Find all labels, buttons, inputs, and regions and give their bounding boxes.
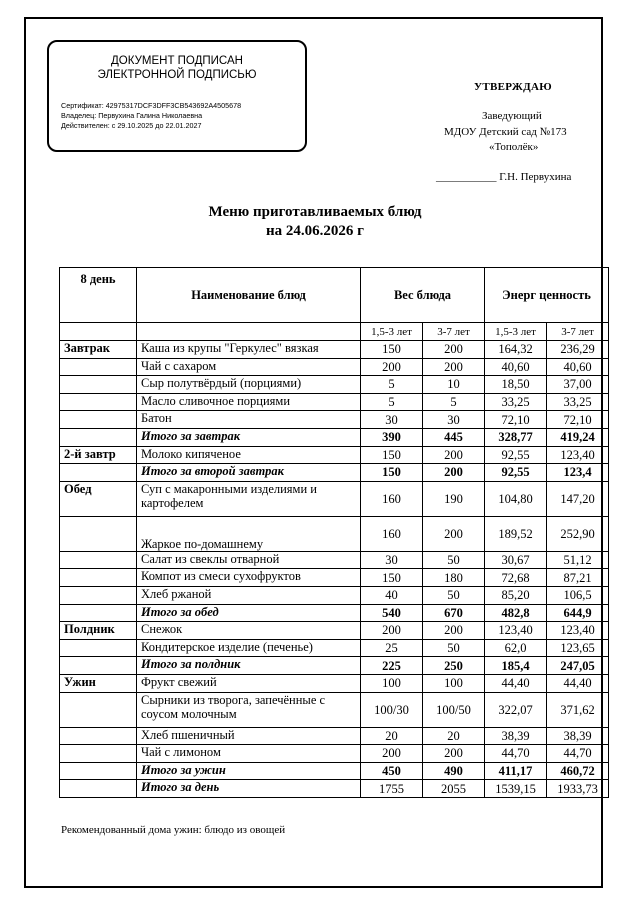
- day-label: 8 день: [60, 268, 137, 323]
- dish-name: Фрукт свежий: [137, 674, 361, 692]
- weight-3-7: 50: [423, 639, 485, 657]
- dish-name: Итого за полдник: [137, 657, 361, 675]
- col-header-weight: Вес блюда: [361, 268, 485, 323]
- weight-1-5-3: 225: [361, 657, 423, 675]
- energy-3-7: 38,39: [547, 727, 609, 745]
- col-header-energy: Энерг ценность: [485, 268, 609, 323]
- dish-name: Итого за завтрак: [137, 428, 361, 446]
- weight-3-7: 200: [423, 446, 485, 464]
- energy-1-5-3: 1539,15: [485, 780, 547, 798]
- stamp-valid: Действителен: с 29.10.2025 до 22.01.2027: [61, 121, 202, 130]
- energy-3-7: 72,10: [547, 411, 609, 429]
- energy-1-5-3: 30,67: [485, 551, 547, 569]
- weight-3-7: 200: [423, 341, 485, 359]
- weight-3-7: 200: [423, 358, 485, 376]
- meal-cell: [60, 780, 137, 798]
- weight-3-7: 50: [423, 586, 485, 604]
- dish-name: Салат из свеклы отварной: [137, 551, 361, 569]
- meal-cell: [60, 657, 137, 675]
- dish-name: Итого за второй завтрак: [137, 464, 361, 482]
- dish-name: Кондитерское изделие (печенье): [137, 639, 361, 657]
- subheader-weight-1-5-3: 1,5-3 лет: [361, 323, 423, 341]
- dish-name: Масло сливочное порциями: [137, 393, 361, 411]
- energy-1-5-3: 44,40: [485, 674, 547, 692]
- footnote: Рекомендованный дома ужин: блюдо из овощей: [61, 824, 286, 836]
- meal-cell: [60, 376, 137, 394]
- energy-1-5-3: 92,55: [485, 464, 547, 482]
- table-row: [60, 692, 609, 727]
- weight-3-7: 445: [423, 428, 485, 446]
- dish-name: Чай с лимоном: [137, 745, 361, 763]
- energy-1-5-3: 72,68: [485, 569, 547, 587]
- dish-name: Суп с макаронными изделиями и картофелем: [137, 481, 361, 516]
- meal-cell: [60, 604, 137, 622]
- table-row: [60, 745, 609, 763]
- meal-cell: [60, 464, 137, 482]
- stamp-owner: Владелец: Первухина Галина Николаевна: [61, 111, 203, 120]
- subheader-energy-3-7: 3-7 лет: [547, 323, 609, 341]
- col-header-name: Наименование блюд: [137, 268, 361, 323]
- energy-3-7: 106,5: [547, 586, 609, 604]
- weight-3-7: 5: [423, 393, 485, 411]
- weight-3-7: 200: [423, 464, 485, 482]
- dish-name: Сырники из творога, запечённые с соусом молочным: [137, 692, 361, 727]
- meal-cell: Обед: [60, 481, 137, 516]
- energy-3-7: 1933,73: [547, 780, 609, 798]
- energy-1-5-3: 62,0: [485, 639, 547, 657]
- table-row: [60, 586, 609, 604]
- weight-1-5-3: 160: [361, 481, 423, 516]
- weight-3-7: 200: [423, 516, 485, 551]
- table-header-row: [60, 268, 609, 323]
- weight-1-5-3: 150: [361, 446, 423, 464]
- weight-3-7: 2055: [423, 780, 485, 798]
- energy-3-7: 123,4: [547, 464, 609, 482]
- weight-3-7: 100/50: [423, 692, 485, 727]
- meal-cell: [60, 745, 137, 763]
- weight-1-5-3: 100/30: [361, 692, 423, 727]
- table-row: [60, 639, 609, 657]
- approval-org-line1: МДОУ Детский сад №173: [444, 126, 567, 138]
- weight-3-7: 10: [423, 376, 485, 394]
- table-subheader-row: [60, 323, 609, 341]
- weight-1-5-3: 150: [361, 569, 423, 587]
- energy-1-5-3: 92,55: [485, 446, 547, 464]
- dish-name: Чай с сахаром: [137, 358, 361, 376]
- approval-signature: ___________ Г.Н. Первухина: [436, 171, 572, 183]
- approval-title: УТВЕРЖДАЮ: [474, 81, 552, 93]
- meal-cell: [60, 586, 137, 604]
- energy-1-5-3: 328,77: [485, 428, 547, 446]
- meal-cell: [60, 551, 137, 569]
- energy-3-7: 123,40: [547, 622, 609, 640]
- energy-1-5-3: 123,40: [485, 622, 547, 640]
- approval-org-line2: «Тополёк»: [489, 141, 539, 153]
- meal-cell: [60, 428, 137, 446]
- dish-name: Хлеб ржаной: [137, 586, 361, 604]
- meal-cell: Полдник: [60, 622, 137, 640]
- stamp-title-line2: ЭЛЕКТРОННОЙ ПОДПИСЬЮ: [97, 69, 257, 81]
- dish-name: Итого за ужин: [137, 762, 361, 780]
- meal-cell: [60, 411, 137, 429]
- energy-3-7: 87,21: [547, 569, 609, 587]
- weight-1-5-3: 30: [361, 411, 423, 429]
- dish-name: Батон: [137, 411, 361, 429]
- meal-cell: Ужин: [60, 674, 137, 692]
- table-row: [60, 674, 609, 692]
- table-row: [60, 622, 609, 640]
- total-row: [60, 464, 609, 482]
- subheader-weight-3-7: 3-7 лет: [423, 323, 485, 341]
- meal-cell: [60, 358, 137, 376]
- table-row: [60, 727, 609, 745]
- weight-3-7: 670: [423, 604, 485, 622]
- energy-1-5-3: 411,17: [485, 762, 547, 780]
- energy-1-5-3: 104,80: [485, 481, 547, 516]
- dish-name: Компот из смеси сухофруктов: [137, 569, 361, 587]
- energy-1-5-3: 72,10: [485, 411, 547, 429]
- table-row: [60, 411, 609, 429]
- weight-1-5-3: 200: [361, 745, 423, 763]
- table-row: [60, 551, 609, 569]
- table-row: [60, 358, 609, 376]
- dish-name: Итого за день: [137, 780, 361, 798]
- menu-table: [59, 267, 609, 798]
- subheader-empty: [60, 323, 137, 341]
- menu-title-line2: на 24.06.2026 г: [266, 223, 364, 239]
- meal-cell: [60, 639, 137, 657]
- weight-3-7: 100: [423, 674, 485, 692]
- table-row: [60, 376, 609, 394]
- energy-3-7: 247,05: [547, 657, 609, 675]
- weight-3-7: 30: [423, 411, 485, 429]
- energy-3-7: 51,12: [547, 551, 609, 569]
- energy-1-5-3: 482,8: [485, 604, 547, 622]
- energy-3-7: 419,24: [547, 428, 609, 446]
- dish-name: Снежок: [137, 622, 361, 640]
- meal-cell: [60, 692, 137, 727]
- weight-1-5-3: 200: [361, 358, 423, 376]
- weight-3-7: 250: [423, 657, 485, 675]
- subheader-energy-1-5-3: 1,5-3 лет: [485, 323, 547, 341]
- menu-title-line1: Меню приготавливаемых блюд: [208, 204, 422, 220]
- energy-3-7: 644,9: [547, 604, 609, 622]
- weight-1-5-3: 450: [361, 762, 423, 780]
- table-row: [60, 446, 609, 464]
- energy-3-7: 460,72: [547, 762, 609, 780]
- dish-name: Каша из крупы "Геркулес" вязкая: [137, 341, 361, 359]
- energy-3-7: 236,29: [547, 341, 609, 359]
- energy-1-5-3: 40,60: [485, 358, 547, 376]
- energy-3-7: 123,65: [547, 639, 609, 657]
- weight-3-7: 200: [423, 622, 485, 640]
- energy-3-7: 37,00: [547, 376, 609, 394]
- weight-3-7: 200: [423, 745, 485, 763]
- table-row: [60, 341, 609, 359]
- table-row: [60, 393, 609, 411]
- weight-3-7: 180: [423, 569, 485, 587]
- total-row: [60, 762, 609, 780]
- energy-3-7: 33,25: [547, 393, 609, 411]
- energy-1-5-3: 44,70: [485, 745, 547, 763]
- total-row: [60, 780, 609, 798]
- weight-1-5-3: 5: [361, 376, 423, 394]
- table-row: [60, 481, 609, 516]
- approval-position: Заведующий: [482, 110, 542, 122]
- weight-1-5-3: 200: [361, 622, 423, 640]
- dish-name: Хлеб пшеничный: [137, 727, 361, 745]
- meal-cell: [60, 569, 137, 587]
- table-row: [60, 516, 609, 551]
- meal-cell: [60, 762, 137, 780]
- energy-1-5-3: 185,4: [485, 657, 547, 675]
- weight-3-7: 20: [423, 727, 485, 745]
- weight-3-7: 50: [423, 551, 485, 569]
- energy-1-5-3: 18,50: [485, 376, 547, 394]
- dish-name: Сыр полутвёрдый (порциями): [137, 376, 361, 394]
- weight-1-5-3: 150: [361, 464, 423, 482]
- meal-cell: [60, 516, 137, 551]
- energy-1-5-3: 33,25: [485, 393, 547, 411]
- energy-3-7: 147,20: [547, 481, 609, 516]
- energy-3-7: 44,70: [547, 745, 609, 763]
- energy-3-7: 371,62: [547, 692, 609, 727]
- weight-1-5-3: 540: [361, 604, 423, 622]
- weight-1-5-3: 390: [361, 428, 423, 446]
- energy-1-5-3: 189,52: [485, 516, 547, 551]
- energy-1-5-3: 322,07: [485, 692, 547, 727]
- meal-cell: [60, 393, 137, 411]
- total-row: [60, 428, 609, 446]
- weight-1-5-3: 40: [361, 586, 423, 604]
- weight-1-5-3: 1755: [361, 780, 423, 798]
- subheader-empty: [137, 323, 361, 341]
- weight-3-7: 490: [423, 762, 485, 780]
- dish-name: Молоко кипяченое: [137, 446, 361, 464]
- weight-1-5-3: 25: [361, 639, 423, 657]
- weight-1-5-3: 30: [361, 551, 423, 569]
- energy-1-5-3: 164,32: [485, 341, 547, 359]
- stamp-title-line1: ДОКУМЕНТ ПОДПИСАН: [111, 55, 243, 67]
- weight-3-7: 190: [423, 481, 485, 516]
- energy-3-7: 252,90: [547, 516, 609, 551]
- electronic-signature-stamp: [47, 40, 307, 152]
- weight-1-5-3: 100: [361, 674, 423, 692]
- stamp-certificate: Сертификат: 42975317DCF3DFF3CB543692A4505678: [61, 101, 242, 110]
- dish-name: Итого за обед: [137, 604, 361, 622]
- meal-cell: 2-й завтр: [60, 446, 137, 464]
- energy-3-7: 40,60: [547, 358, 609, 376]
- weight-1-5-3: 20: [361, 727, 423, 745]
- energy-3-7: 123,40: [547, 446, 609, 464]
- meal-cell: [60, 727, 137, 745]
- stamp-title: [49, 54, 305, 82]
- weight-1-5-3: 5: [361, 393, 423, 411]
- table-row: [60, 569, 609, 587]
- energy-1-5-3: 38,39: [485, 727, 547, 745]
- weight-1-5-3: 150: [361, 341, 423, 359]
- total-row: [60, 657, 609, 675]
- weight-1-5-3: 160: [361, 516, 423, 551]
- total-row: [60, 604, 609, 622]
- energy-1-5-3: 85,20: [485, 586, 547, 604]
- energy-3-7: 44,40: [547, 674, 609, 692]
- dish-name: Жаркое по-домашнему: [137, 516, 361, 551]
- meal-cell: Завтрак: [60, 341, 137, 359]
